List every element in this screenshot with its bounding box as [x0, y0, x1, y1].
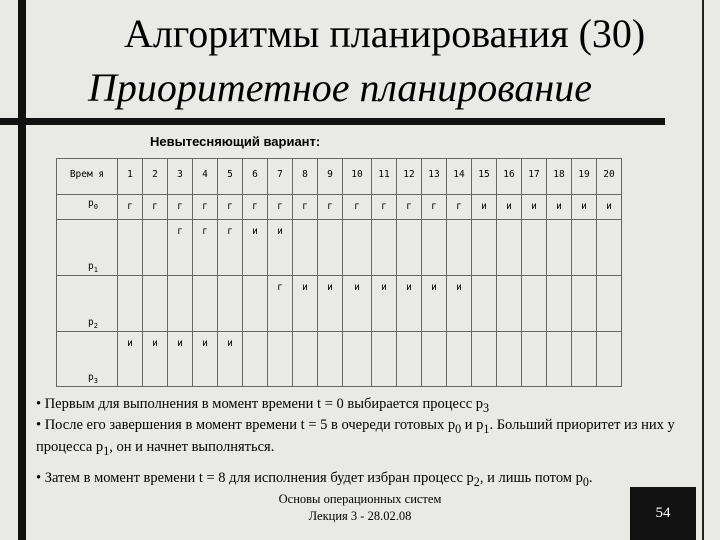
table-row	[57, 332, 622, 387]
header-time-5: 5	[218, 159, 243, 195]
state-cell	[268, 332, 293, 387]
state-cell	[522, 220, 547, 276]
state-cell	[422, 332, 447, 387]
bullet-list	[36, 396, 676, 492]
header-time-19: 19	[572, 159, 597, 195]
state-cell: и	[597, 195, 622, 220]
process-label: $p_0$	[57, 195, 118, 220]
state-cell: г	[168, 195, 193, 220]
schedule-table	[56, 158, 622, 387]
state-cell: г	[268, 195, 293, 220]
header-time-11: 11	[372, 159, 397, 195]
state-cell: и	[397, 276, 422, 332]
state-cell	[318, 332, 343, 387]
variant-label: Невытесняющий вариант:	[150, 134, 321, 149]
header-time-20: 20	[597, 159, 622, 195]
header-time-7: 7	[268, 159, 293, 195]
table-header-row	[57, 159, 622, 195]
state-cell: и	[143, 332, 168, 387]
table-row	[57, 195, 622, 220]
state-cell: г	[143, 195, 168, 220]
state-cell: г	[447, 195, 472, 220]
state-cell: г	[318, 195, 343, 220]
state-cell: и	[118, 332, 143, 387]
state-cell	[293, 220, 318, 276]
state-cell	[547, 276, 572, 332]
state-cell: и	[572, 195, 597, 220]
state-cell	[168, 276, 193, 332]
state-cell	[243, 276, 268, 332]
state-cell	[293, 332, 318, 387]
footer	[230, 491, 490, 525]
header-time-16: 16	[497, 159, 522, 195]
state-cell	[547, 220, 572, 276]
state-cell	[597, 220, 622, 276]
state-cell	[597, 332, 622, 387]
process-label: $p_2$	[57, 276, 118, 332]
state-cell: и	[318, 276, 343, 332]
state-cell: и	[522, 195, 547, 220]
state-cell: г	[168, 220, 193, 276]
state-cell	[522, 276, 547, 332]
state-cell	[547, 332, 572, 387]
state-cell: г	[218, 195, 243, 220]
state-cell: г	[218, 220, 243, 276]
footer-lecture: Лекция 3 - 28.02.08	[308, 509, 412, 523]
state-cell	[447, 332, 472, 387]
state-cell: и	[343, 276, 372, 332]
state-cell	[343, 220, 372, 276]
state-cell	[472, 220, 497, 276]
state-cell	[522, 332, 547, 387]
state-cell: и	[372, 276, 397, 332]
state-cell	[372, 332, 397, 387]
slide-subtitle: Приоритетное планирование	[88, 65, 592, 110]
bullet-1: • Первым для выполнения в момент времени t = 0 выбирается процесс $p_3$	[36, 396, 490, 415]
state-cell	[143, 276, 168, 332]
state-cell: и	[547, 195, 572, 220]
state-cell	[118, 276, 143, 332]
table-row	[57, 220, 622, 276]
state-cell	[497, 276, 522, 332]
state-cell: г	[372, 195, 397, 220]
state-cell	[597, 276, 622, 332]
state-cell	[472, 332, 497, 387]
state-cell	[447, 220, 472, 276]
state-cell: и	[268, 220, 293, 276]
state-cell: и	[218, 332, 243, 387]
state-cell: г	[293, 195, 318, 220]
state-cell	[422, 220, 447, 276]
decor-right-line	[702, 0, 704, 540]
slide-title: Алгоритмы планирования (30)	[124, 11, 646, 56]
bullet-2: • После его завершения в момент времени t = 5 в очереди готовых $p_0$ и $p_1$. Больший приоритет из них у процесса $p_1$, он и начнет выполняться.	[36, 417, 675, 458]
state-cell: и	[447, 276, 472, 332]
state-cell	[243, 332, 268, 387]
state-cell: и	[243, 220, 268, 276]
state-cell	[497, 332, 522, 387]
bullet-3: • Затем в момент времени t = 8 для исполнения будет избран процесс $p_2$, и лишь потом $p_0$.	[36, 470, 593, 490]
state-cell: г	[268, 276, 293, 332]
state-cell	[143, 220, 168, 276]
state-cell: и	[422, 276, 447, 332]
decor-vertical-bar	[18, 0, 26, 540]
header-time-4: 4	[193, 159, 218, 195]
header-time-6: 6	[243, 159, 268, 195]
header-time-18: 18	[547, 159, 572, 195]
header-time-14: 14	[447, 159, 472, 195]
state-cell: г	[193, 220, 218, 276]
process-label: $p_1$	[57, 220, 118, 276]
state-cell: г	[243, 195, 268, 220]
state-cell	[472, 276, 497, 332]
state-cell	[118, 220, 143, 276]
state-cell: и	[168, 332, 193, 387]
decor-horizontal-bar	[0, 118, 665, 125]
header-time-12: 12	[397, 159, 422, 195]
state-cell	[572, 332, 597, 387]
header-time-8: 8	[293, 159, 318, 195]
header-time-label: Врем я	[57, 159, 118, 195]
state-cell	[343, 332, 372, 387]
state-cell	[397, 332, 422, 387]
state-cell	[397, 220, 422, 276]
page-number: 54	[655, 505, 671, 521]
header-time-13: 13	[422, 159, 447, 195]
state-cell	[572, 276, 597, 332]
state-cell: и	[472, 195, 497, 220]
process-label: $p_3$	[57, 332, 118, 387]
state-cell: и	[293, 276, 318, 332]
header-time-2: 2	[143, 159, 168, 195]
header-time-17: 17	[522, 159, 547, 195]
state-cell	[218, 276, 243, 332]
state-cell: и	[497, 195, 522, 220]
state-cell	[572, 220, 597, 276]
state-cell: г	[422, 195, 447, 220]
table-row	[57, 276, 622, 332]
header-time-3: 3	[168, 159, 193, 195]
state-cell	[318, 220, 343, 276]
header-time-9: 9	[318, 159, 343, 195]
state-cell	[497, 220, 522, 276]
state-cell: г	[397, 195, 422, 220]
state-cell: и	[193, 332, 218, 387]
state-cell: г	[343, 195, 372, 220]
state-cell: г	[193, 195, 218, 220]
state-cell	[193, 276, 218, 332]
state-cell	[372, 220, 397, 276]
state-cell: г	[118, 195, 143, 220]
header-time-10: 10	[343, 159, 372, 195]
footer-course: Основы операционных систем	[278, 492, 442, 506]
header-time-1: 1	[118, 159, 143, 195]
header-time-15: 15	[472, 159, 497, 195]
